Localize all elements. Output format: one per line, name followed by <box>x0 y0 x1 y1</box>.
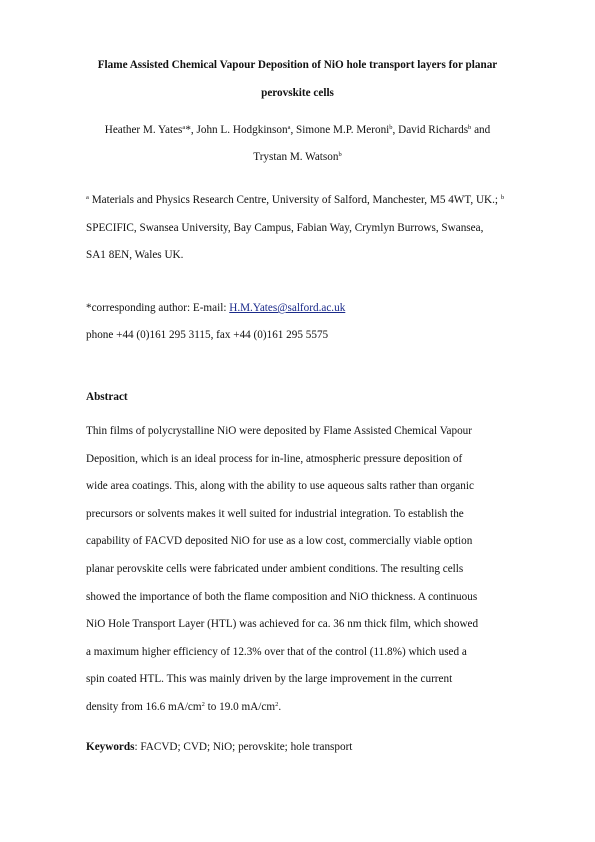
authors-line-2 <box>55 144 540 171</box>
email-prefix: *corresponding author: E-mail: <box>86 302 230 314</box>
paper-title <box>60 51 535 107</box>
superscript: 2 <box>275 700 279 708</box>
abstract-text: density from 16.6 mA/cm <box>86 700 202 713</box>
email-link[interactable]: H.M.Yates@salford.ac.uk <box>229 302 346 314</box>
affiliation-line-3: SA1 8EN, Wales UK. <box>86 249 184 261</box>
keywords <box>86 738 352 756</box>
abstract-text: . <box>278 700 282 713</box>
author-name: Heather M. Yates <box>104 124 183 136</box>
abstract-heading: Abstract <box>86 391 128 403</box>
affiliation-mark: a <box>182 124 186 131</box>
affiliation-mark: a <box>287 124 291 131</box>
affiliation-mark: b <box>500 194 505 201</box>
abstract-line: Deposition, which is an ideal process for in-line, atmospheric pressure deposition of <box>86 452 463 465</box>
affiliation-mark: b <box>338 151 342 158</box>
affiliation-mark: b <box>468 124 472 131</box>
author-list <box>55 117 540 171</box>
abstract-line: Thin films of polycrystalline NiO were deposited by Flame Assisted Chemical Vapour <box>86 425 473 437</box>
abstract-last-line <box>86 694 526 722</box>
author-name: Simone M.P. Meroni <box>296 124 390 136</box>
corresponding-author <box>86 295 540 349</box>
title-line-2: perovskite cells <box>261 87 334 99</box>
affiliation-line-1 <box>86 187 540 215</box>
abstract-line: showed the importance of both the flame composition and NiO thickness. A continuous <box>86 590 478 603</box>
and-conjunction: and <box>474 124 491 136</box>
affiliation-mark: a <box>86 194 89 201</box>
abstract-line: a maximum higher efficiency of 12.3% over that of the control (11.8%) which used a <box>86 645 467 658</box>
affiliation-mark: b <box>389 124 393 131</box>
abstract-line: capability of FACVD deposited NiO for use as a low cost, commercially viable option <box>86 535 473 548</box>
author-name: John L. Hodgkinson <box>196 124 288 136</box>
author-name: David Richards <box>398 124 469 136</box>
abstract-body <box>86 418 526 722</box>
title-line-1: Flame Assisted Chemical Vapour Deposition of NiO hole transport layers for planar <box>97 59 498 71</box>
abstract-text: to 19.0 mA/cm <box>204 700 276 713</box>
abstract-line: planar perovskite cells were fabricated under ambient conditions. The resulting cells <box>86 562 464 575</box>
superscript: 2 <box>201 700 205 708</box>
author-name: Trystan M. Watson <box>253 151 339 163</box>
phone-line: phone +44 (0)161 295 3115, fax +44 (0)161 295 5575 <box>86 329 329 341</box>
authors-line-1: Heather M. Yates$^a$*, John L. Hodgkinson$^a$, Simone M.P. Meroni$^b$, David Richards$^b$ and <box>104 124 491 136</box>
abstract-line: NiO Hole Transport Layer (HTL) was achieved for ca. 36 nm thick film, which showed <box>86 618 479 631</box>
keywords-label: Keywords <box>86 741 135 753</box>
affiliations <box>86 187 540 270</box>
corresponding-mark: * <box>185 124 191 136</box>
affiliation-a-text: Materials and Physics Research Centre, University of Salford, Manchester, M5 4WT, UK.; <box>91 194 499 206</box>
keywords-text: : FACVD; CVD; NiO; perovskite; hole transport <box>134 741 353 753</box>
abstract-line: spin coated HTL. This was mainly driven by the large improvement in the current <box>86 673 453 686</box>
email-line <box>86 295 540 322</box>
affiliation-line-2: SPECIFIC, Swansea University, Bay Campus, Fabian Way, Crymlyn Burrows, Swansea, <box>86 221 484 234</box>
abstract-line: precursors or solvents makes it well suited for industrial integration. To establish the <box>86 507 464 520</box>
abstract-line: wide area coatings. This, along with the ability to use aqueous salts rather than organic <box>86 480 474 493</box>
